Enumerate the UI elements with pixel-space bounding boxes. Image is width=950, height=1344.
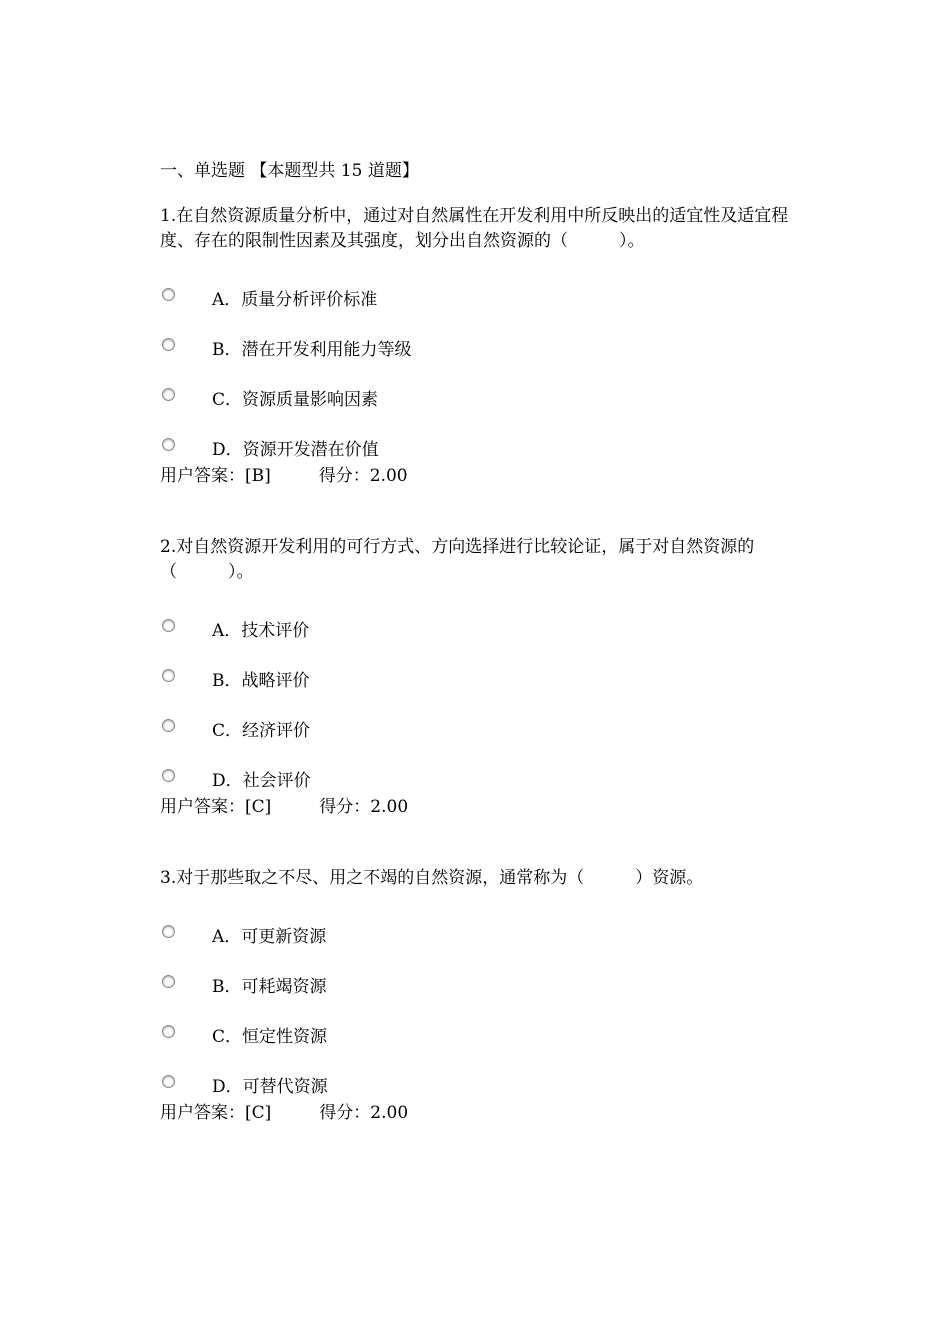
option-label: B．可耗竭资源 <box>212 977 327 997</box>
radio-button-icon[interactable] <box>162 338 175 351</box>
option-a[interactable] <box>160 286 800 336</box>
score: 得分：2.00 <box>319 1103 409 1123</box>
radio-button-icon[interactable] <box>162 975 175 988</box>
question-stem: 1.在自然资源质量分析中，通过对自然属性在开发利用中所反映出的适宜性及适宜程度、存在的限制性因素及其强度，划分出自然资源的（ ）。 <box>160 206 789 251</box>
question-stem: 2.对自然资源开发利用的可行方式、方向选择进行比较论证，属于对自然资源的（ ）。 <box>160 537 755 582</box>
radio-button-icon[interactable] <box>162 619 175 632</box>
option-label: A．技术评价 <box>212 621 310 641</box>
option-d[interactable] <box>160 1073 800 1123</box>
radio-button-icon[interactable] <box>162 719 175 732</box>
option-c[interactable] <box>160 717 800 767</box>
score: 得分：2.00 <box>318 466 408 486</box>
option-b[interactable] <box>160 336 800 386</box>
option-label: C．资源质量影响因素 <box>212 390 379 410</box>
option-label: C．恒定性资源 <box>212 1027 328 1047</box>
question-3 <box>160 866 800 1126</box>
option-label: A．可更新资源 <box>212 927 327 947</box>
option-label: D．可替代资源 <box>212 1077 328 1097</box>
radio-button-icon[interactable] <box>162 669 175 682</box>
user-answer: 用户答案：[C] <box>160 1103 272 1123</box>
option-label: A．质量分析评价标准 <box>212 290 378 310</box>
radio-button-icon[interactable] <box>162 925 175 938</box>
option-a[interactable] <box>160 923 800 973</box>
score: 得分：2.00 <box>319 797 409 817</box>
radio-button-icon[interactable] <box>162 1025 175 1038</box>
radio-button-icon[interactable] <box>162 288 175 301</box>
option-d[interactable] <box>160 767 800 817</box>
option-label: B．战略评价 <box>212 671 310 691</box>
question-1 <box>160 204 800 489</box>
option-d[interactable] <box>160 436 800 486</box>
option-c[interactable] <box>160 386 800 436</box>
section-title: 一、单选题 【本题型共 15 道题】 <box>160 161 419 181</box>
radio-button-icon[interactable] <box>162 438 175 451</box>
option-b[interactable] <box>160 667 800 717</box>
option-label: D．资源开发潜在价值 <box>212 440 379 460</box>
option-b[interactable] <box>160 973 800 1023</box>
question-2 <box>160 535 800 820</box>
option-label: B．潜在开发利用能力等级 <box>212 340 412 360</box>
radio-button-icon[interactable] <box>162 388 175 401</box>
option-label: C．经济评价 <box>212 721 311 741</box>
option-c[interactable] <box>160 1023 800 1073</box>
option-a[interactable] <box>160 617 800 667</box>
user-answer: 用户答案：[C] <box>160 797 272 817</box>
exam-page <box>160 156 800 1172</box>
question-stem: 3.对于那些取之不尽、用之不竭的自然资源，通常称为（ ）资源。 <box>160 868 704 888</box>
user-answer: 用户答案：[B] <box>160 466 271 486</box>
option-label: D．社会评价 <box>212 771 311 791</box>
radio-button-icon[interactable] <box>162 769 175 782</box>
radio-button-icon[interactable] <box>162 1075 175 1088</box>
